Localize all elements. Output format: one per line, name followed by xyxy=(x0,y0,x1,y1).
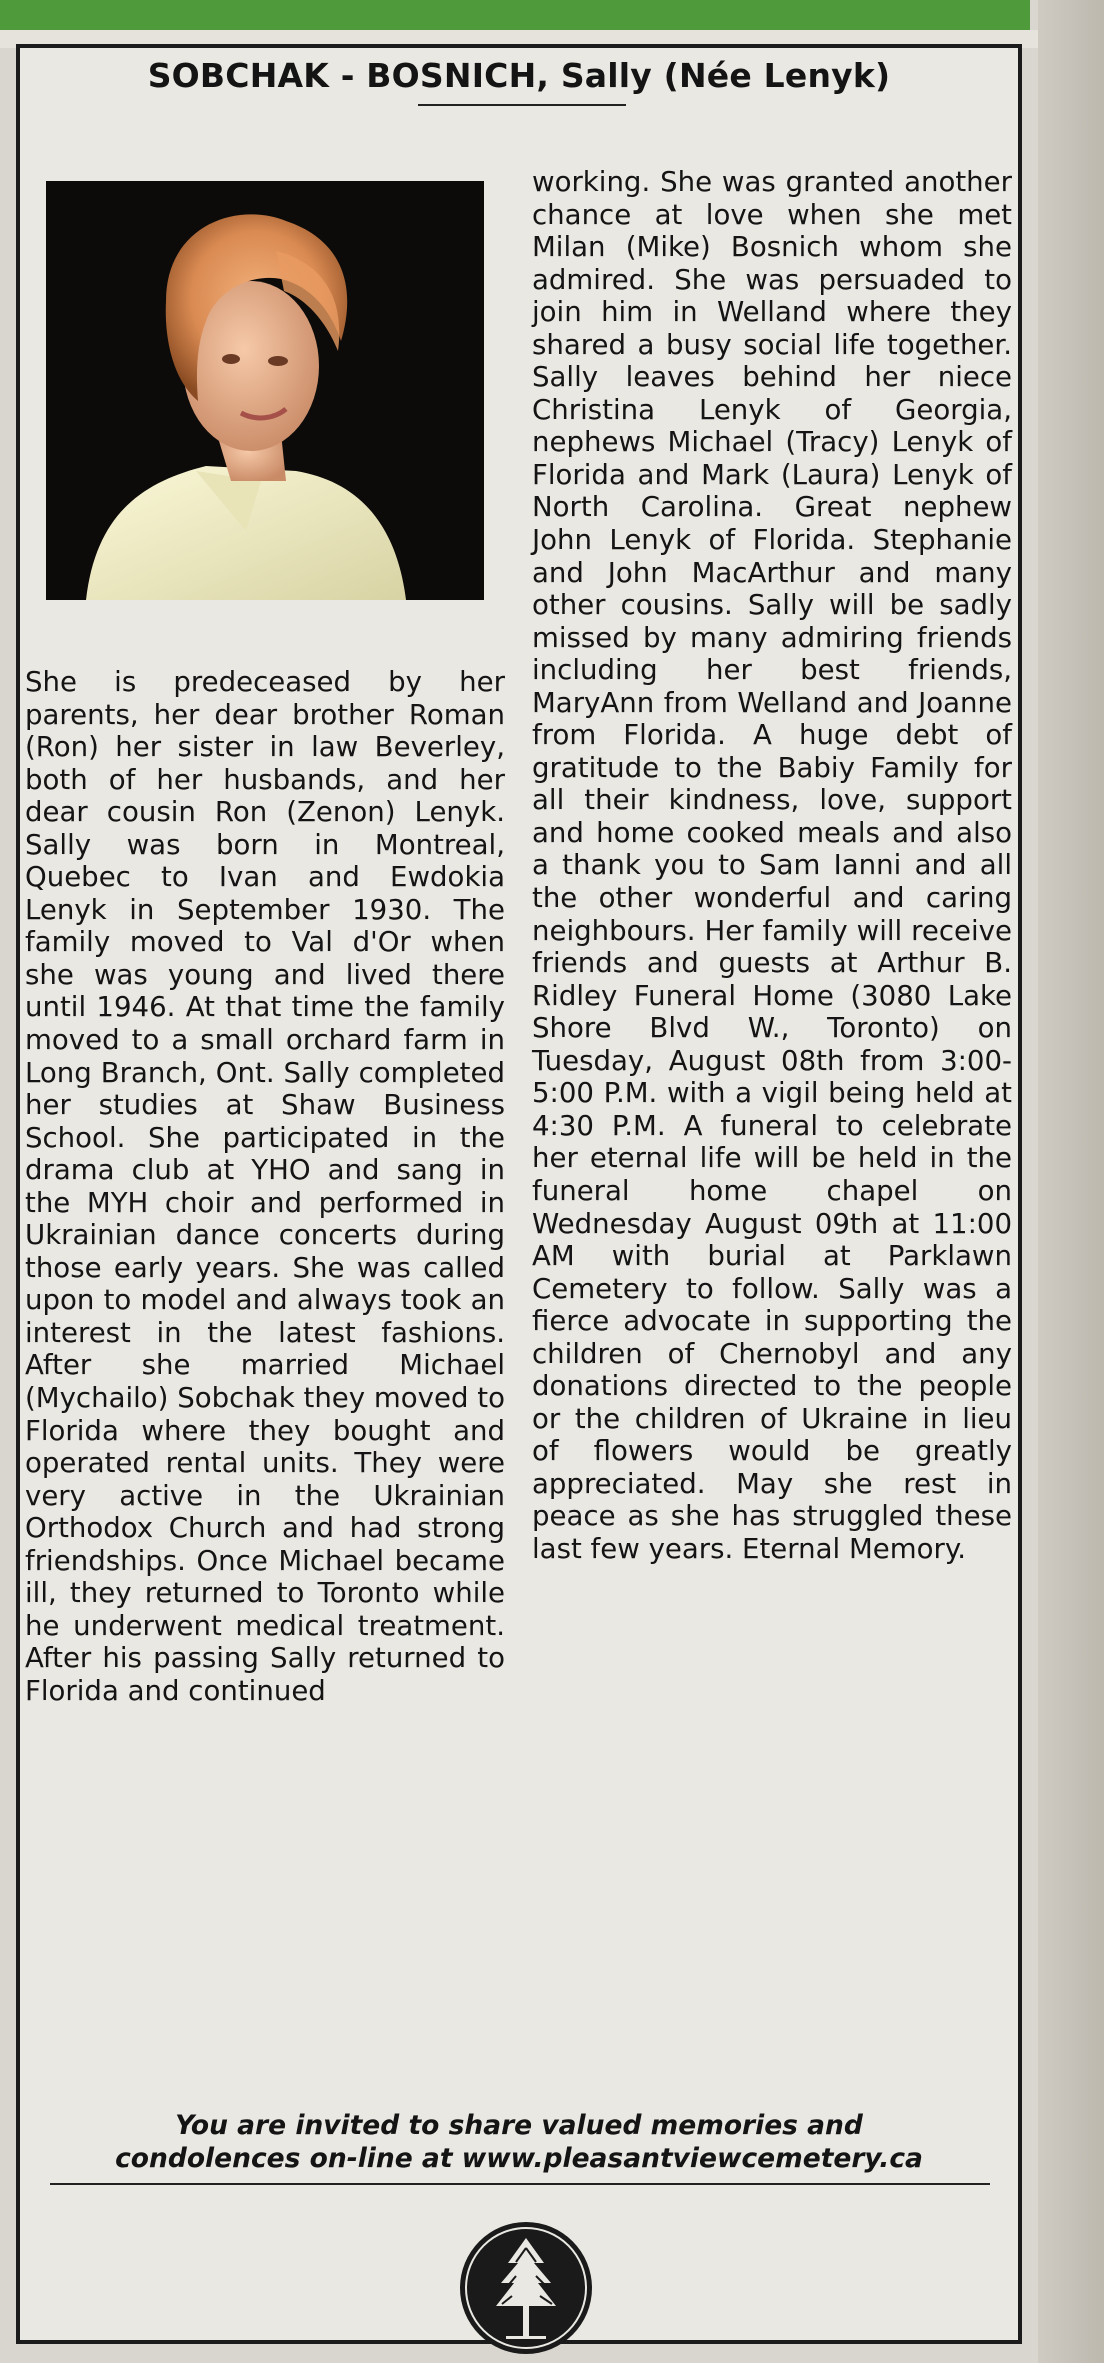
condolence-invitation xyxy=(20,2109,1018,2175)
obituary-text-right-column: working. She was granted another chance at love when she met Milan (Mike) Bosnich whom she admired. She was persuaded to join him in Welland where they shared a busy social life together. Sally leaves behind her niece Christina Lenyk of Georgia, nephews Michael (Tracy) Lenyk of Florida and Mark (Laura) Lenyk of North Carolina. Great nephew John Lenyk of Florida. Stephanie and John MacArthur and many other cousins. Sally will be sadly missed by many admiring friends including her best friends, MaryAnn from Welland and Joanne from Florida. A huge debt of gratitude to the Babiy Family for all their kindness, love, support and home cooked meals and also a thank you to Sam Ianni and all the other wonderful and caring neighbours. Her family will receive friends and guests at Arthur B. Ridley Funeral Home (3080 Lake Shore Blvd W., Toronto) on Tuesday, August 08th from 3:00-5:00 P.M. with a vigil being held at 4:30 P.M. A funeral to celebrate her eternal life will be held in the funeral home chapel on Wednesday August 09th at 11:00 AM with burial at Parklawn Cemetery to follow. Sally was a fierce advocate in supporting the children of Chernobyl and any donations directed to the people or the children of Ukraine in lieu of flowers would be greatly appreciated. May she rest in peace as she has struggled these last few years. Eternal Memory. xyxy=(532,165,1012,1565)
tree-emblem-icon xyxy=(456,2218,596,2358)
title-underline xyxy=(418,104,626,106)
footer-divider xyxy=(50,2183,990,2185)
notice-title: SOBCHAK - BOSNICH, Sally (Née Lenyk) xyxy=(147,56,891,95)
top-color-bar xyxy=(0,0,1030,30)
adjacent-page-edge xyxy=(1038,0,1104,2363)
portrait-photo xyxy=(46,181,484,600)
condolence-invitation-text: You are invited to share valued memories and condolences on-line at www.pleasantviewcemetery.ca xyxy=(115,2110,923,2174)
obituary-text-left-column: She is predeceased by her parents, her dear brother Roman (Ron) her sister in law Beverley, both of her husbands, and her dear cousin Ron (Zenon) Lenyk. Sally was born in Montreal, Quebec to Ivan and Ewdokia Lenyk in September 1930. The family moved to Val d'Or when she was young and lived there until 1946. At that time the family moved to a small orchard farm in Long Branch, Ont. Sally completed her studies at Shaw Business School. She participated in the drama club at YHO and sang in the MYH choir and performed in Ukrainian dance concerts during those early years. She was called upon to model and always took an interest in the latest fashions. After she married Michael (Mychailo) Sobchak they moved to Florida where they bought and operated rental units. They were very active in the Ukrainian Orthodox Church and had strong friendships. Once Michael became ill, they returned to Toronto while he underwent medical treatment. After his passing Sally returned to Florida and continued xyxy=(25,665,505,1707)
obituary-notice xyxy=(16,44,1022,2344)
